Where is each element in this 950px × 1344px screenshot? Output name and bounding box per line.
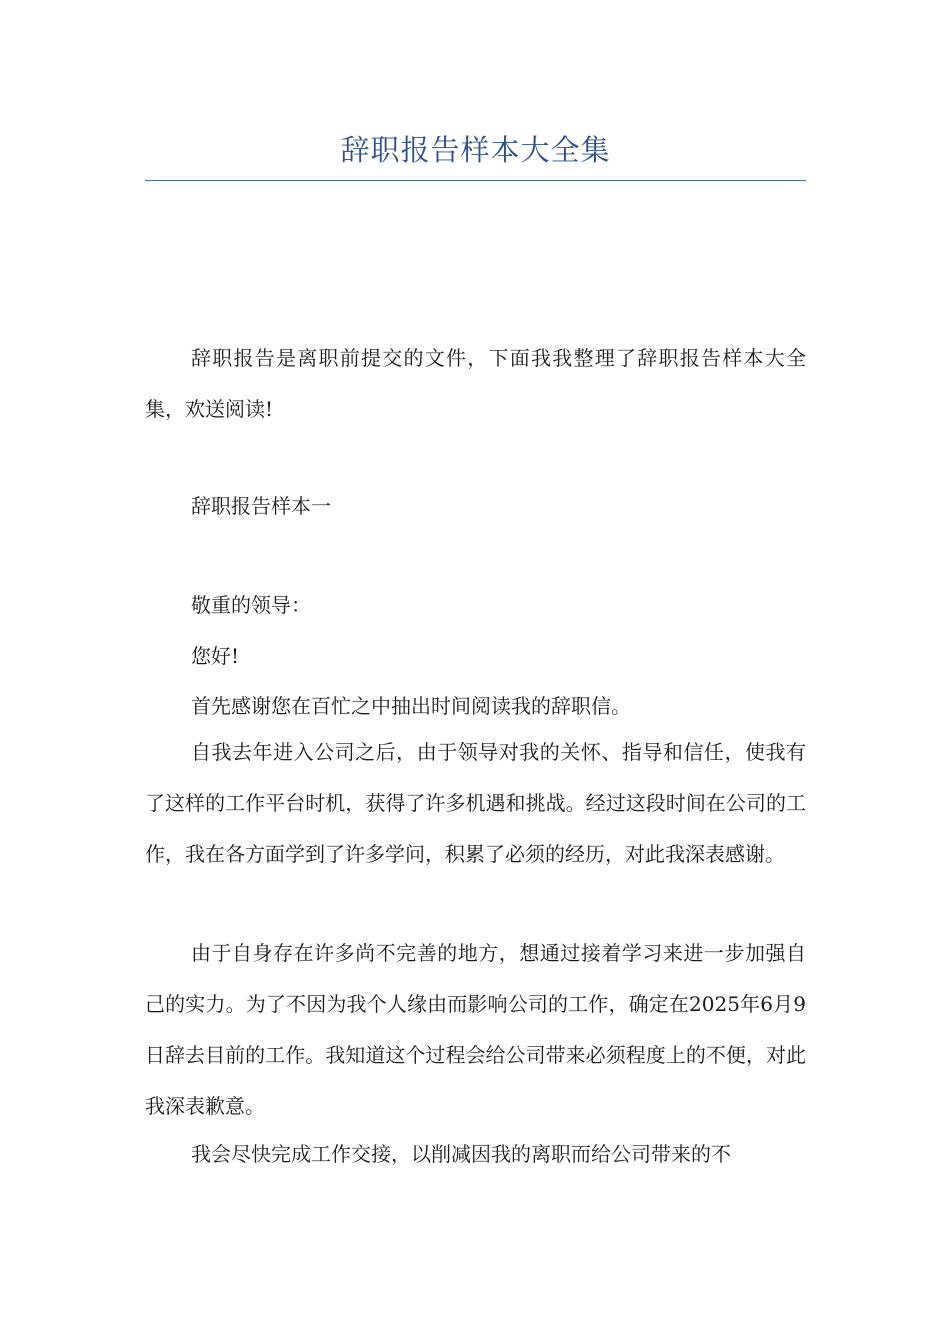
thanks-paragraph: 首先感谢您在百忙之中抽出时间阅读我的辞职信。: [191, 694, 631, 718]
greeting: 您好!: [191, 644, 240, 668]
body-paragraph-2: 由于自身存在许多尚不完善的地方，想通过接着学习来进一步加强自己的实力。为了不因为我个人缘由而影响公司的工作，确定在2025年6月9日辞去目前的工作。我知道这个过程会给公司带来必须程度上的不便，对此我深表歉意。: [145, 941, 806, 1118]
salutation: 敬重的领导：: [191, 593, 311, 617]
document-title: 辞职报告样本大全集: [340, 133, 611, 167]
body-paragraph-1: 自我去年进入公司之后，由于领导对我的关怀、指导和信任，使我有了这样的工作平台时机，获得了许多机遇和挑战。经过这段时间在公司的工作，我在各方面学到了许多学问，积累了必须的经历，对此我深表感谢。: [145, 740, 806, 866]
title-underline: [145, 180, 806, 181]
section-heading: 辞职报告样本一: [191, 494, 331, 518]
body-paragraph-3: 我会尽快完成工作交接，以削减因我的离职而给公司带来的不: [191, 1142, 731, 1166]
intro-paragraph: 辞职报告是离职前提交的文件，下面我我整理了辞职报告样本大全集，欢送阅读!: [145, 346, 806, 421]
